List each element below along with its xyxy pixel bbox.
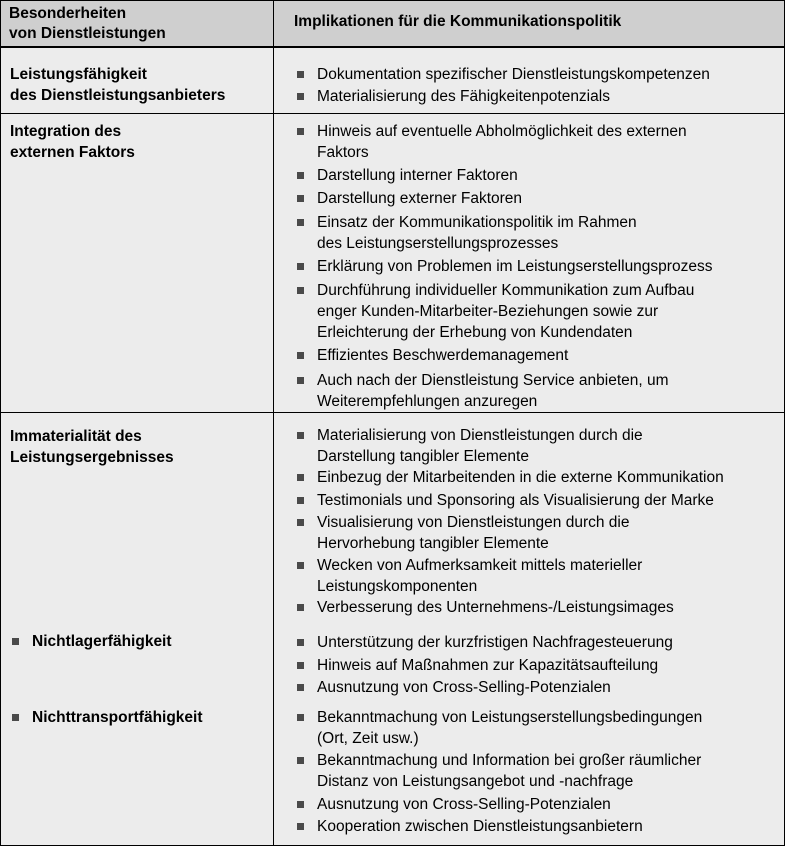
bullet-square-icon [297,432,304,439]
list-item: Kooperation zwischen Dienstleistungsanbietern [317,818,643,835]
list-item: Erklärung von Problemen im Leistungserstellungsprozess [317,258,713,275]
list-item: Faktors [317,144,369,161]
column-divider [273,1,274,845]
table-header [1,1,784,48]
list-item: Durchführung individueller Kommunikation zum Aufbau [317,282,695,299]
list-item: enger Kunden-Mitarbeiter-Beziehungen sowie zur [317,303,659,320]
bullet-square-icon [297,801,304,808]
list-item: Wecken von Aufmerksamkeit mittels materieller [317,557,643,574]
bullet-square-icon [297,352,304,359]
list-item: Darstellung externer Faktoren [317,190,523,207]
list-item: Hervorhebung tangibler Elemente [317,535,549,552]
row-label-line: Nichtlagerfähigkeit [32,633,172,650]
bullet-square-icon [297,823,304,830]
bullet-square-icon [12,638,19,645]
bullet-square-icon [297,219,304,226]
bullet-square-icon [297,195,304,202]
bullet-square-icon [297,474,304,481]
bullet-square-icon [297,71,304,78]
bullet-square-icon [297,757,304,764]
list-item: Einbezug der Mitarbeitenden in die externe Kommunikation [317,469,724,486]
list-item: Verbesserung des Unternehmens-/Leistungsimages [317,599,674,616]
list-item: Darstellung tangibler Elemente [317,448,529,465]
list-item: Ausnutzung von Cross-Selling-Potenzialen [317,796,611,813]
list-item: Materialisierung von Dienstleistungen durch die [317,427,643,444]
bullet-square-icon [297,604,304,611]
row-label-line: des Dienstleistungsanbieters [10,87,226,104]
list-item: Darstellung interner Faktoren [317,167,518,184]
header-col1-line2: von Dienstleistungen [9,25,166,42]
list-item: Testimonials und Sponsoring als Visualisierung der Marke [317,492,714,509]
bullet-square-icon [297,662,304,669]
bullet-square-icon [297,714,304,721]
list-item: Ausnutzung von Cross-Selling-Potenzialen [317,679,611,696]
list-item: Distanz von Leistungsangebot und -nachfrage [317,773,634,790]
row-label-line: Integration des [10,123,122,140]
row-label-line: Leistungsergebnisses [10,449,174,466]
row-label-line: Immaterialität des [10,428,142,445]
list-item: Weiterempfehlungen anzuregen [317,393,538,410]
bullet-square-icon [297,519,304,526]
bullet-square-icon [297,639,304,646]
list-item: des Leistungserstellungsprozesses [317,235,559,252]
list-item: Einsatz der Kommunikationspolitik im Rahmen [317,214,637,231]
header-col1-line1: Besonderheiten [9,5,127,22]
bullet-square-icon [297,128,304,135]
list-item: Hinweis auf eventuelle Abholmöglichkeit des externen [317,123,687,140]
row-divider [1,113,784,114]
list-item: Hinweis auf Maßnahmen zur Kapazitätsaufteilung [317,657,659,674]
list-item: Leistungskomponenten [317,578,478,595]
list-item: Dokumentation spezifischer Dienstleistungskompetenzen [317,66,710,83]
list-item: (Ort, Zeit usw.) [317,730,419,747]
list-item: Bekanntmachung und Information bei großer räumlicher [317,752,702,769]
row-label-line: Leistungsfähigkeit [10,66,147,83]
list-item: Visualisierung von Dienstleistungen durch die [317,514,630,531]
list-item: Materialisierung des Fähigkeitenpotenzials [317,88,610,105]
bullet-square-icon [297,287,304,294]
bullet-square-icon [297,497,304,504]
bullet-square-icon [297,684,304,691]
row-label-line: externen Faktors [10,144,135,161]
list-item: Bekanntmachung von Leistungserstellungsbedingungen [317,709,703,726]
header-col2: Implikationen für die Kommunikationspolitik [294,13,622,30]
bullet-square-icon [297,263,304,270]
bullet-square-icon [297,377,304,384]
row-divider [1,412,784,413]
bullet-square-icon [12,714,19,721]
bullet-square-icon [297,172,304,179]
row-label-line: Nichttransportfähigkeit [32,709,203,726]
list-item: Auch nach der Dienstleistung Service anbieten, um [317,372,669,389]
list-item: Erleichterung der Erhebung von Kundendaten [317,324,633,341]
list-item: Unterstützung der kurzfristigen Nachfragesteuerung [317,634,673,651]
list-item: Effizientes Beschwerdemanagement [317,347,569,364]
bullet-square-icon [297,93,304,100]
bullet-square-icon [297,562,304,569]
